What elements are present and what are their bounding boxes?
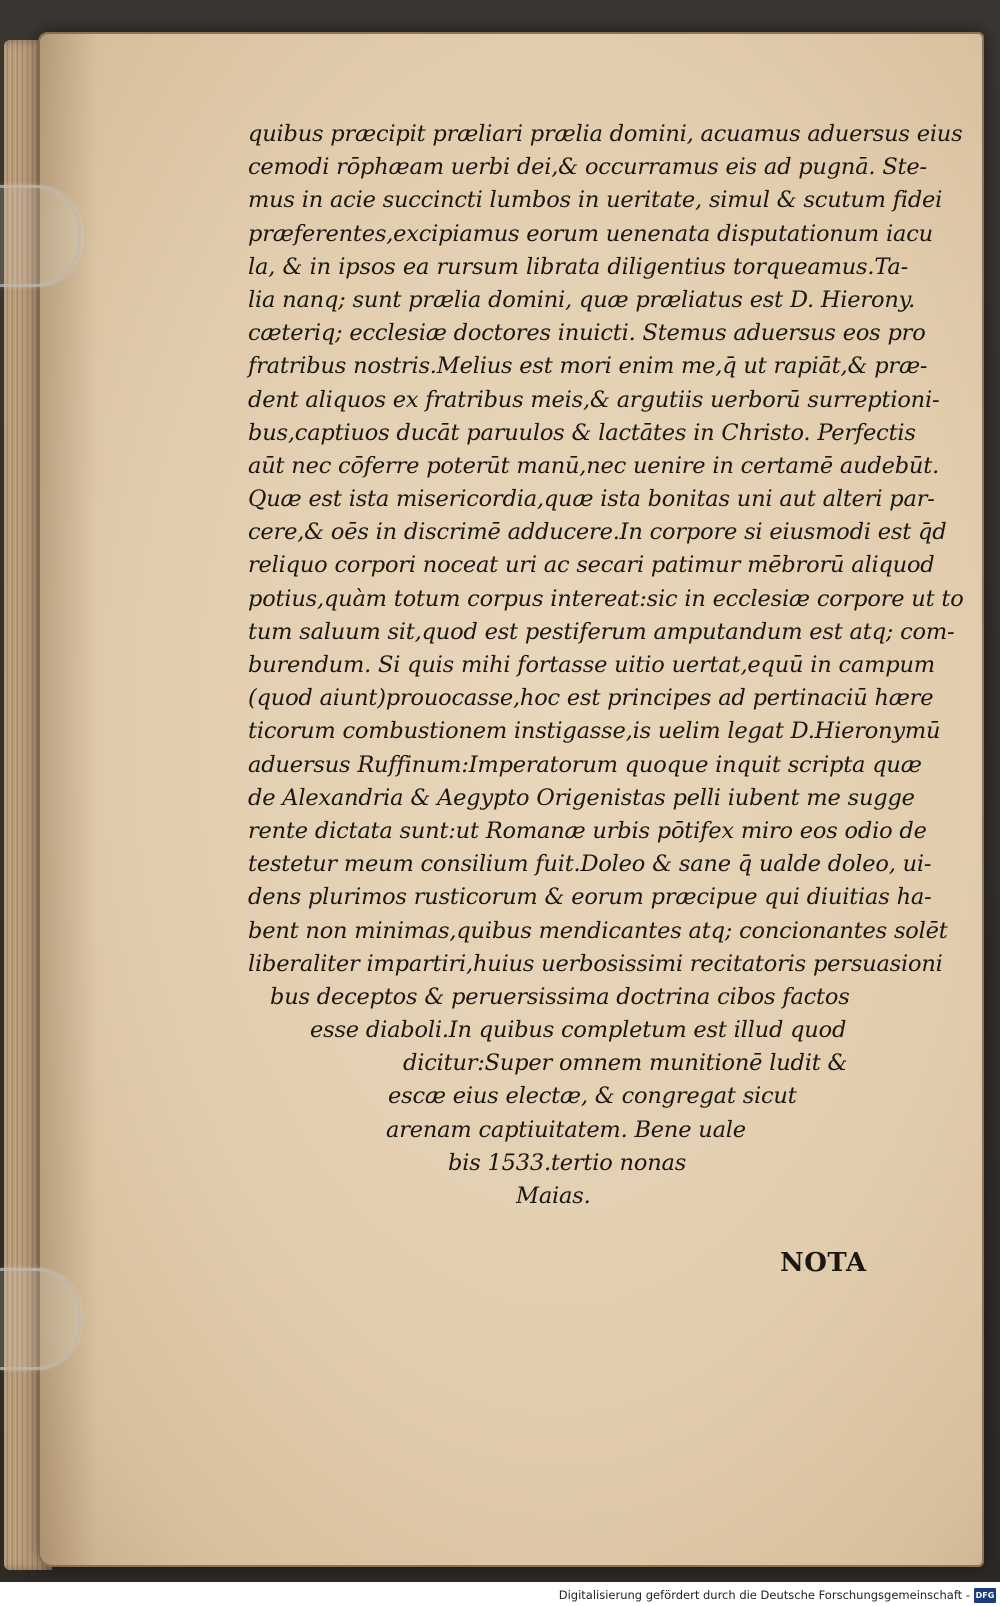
text-line: burendum. Si quis mihi fortasse uitio uertat,equū in campum: [248, 652, 935, 678]
text-line: de Alexandria & Aegypto Origenistas pelli iubent me sugge: [248, 784, 915, 811]
text-line: dens plurimos rusticorum & eorum præcipue qui diuitias ha-: [248, 884, 932, 911]
text-line: cere,& oēs in discrimē adducere.In corpore si eiusmodi est q̄d: [248, 519, 947, 546]
text-line: arenam captiuitatem. Bene uale: [386, 1116, 746, 1143]
text-line: præferentes,excipiamus eorum uenenata disputationum iacu: [248, 220, 933, 247]
text-line: ticorum combustionem instigasse,is uelim legat D.Hieronymū: [248, 718, 941, 745]
text-line: tum saluum sit,quod est pestiferum amputandum est atq; com-: [248, 618, 955, 645]
body-text: [248, 118, 964, 1213]
text-line: testetur meum consilium fuit.Doleo & sane q̄ ualde doleo, ui-: [248, 851, 932, 878]
text-line: reliquo corpori noceat uri ac secari patimur mēbrorū aliquod: [248, 552, 935, 579]
text-line: dent aliquos ex fratribus meis,& argutiis uerborū surreptioni-: [248, 386, 940, 413]
text-line: aūt nec cōferre poterūt manū,nec uenire in certamē audebūt.: [248, 452, 940, 479]
text-line: bis 1533.tertio nonas: [448, 1149, 687, 1176]
text-line: liberaliter impartiri,huius uerbosissimi recitatoris persuasioni: [248, 950, 943, 977]
text-line: fratribus nostris.Melius est mori enim me,q̄ ut rapiāt,& præ-: [248, 353, 928, 380]
page-clip-bottom: [0, 1268, 81, 1370]
funding-credit: Digitalisierung gefördert durch die Deutsche Forschungsgemeinschaft -: [558, 1588, 970, 1602]
text-line: rente dictata sunt:ut Romanæ urbis pōtifex miro eos odio de: [248, 817, 927, 844]
text-line: bus deceptos & peruersissima doctrina cibos factos: [270, 983, 850, 1010]
text-line: escæ eius electæ, & congregat sicut: [388, 1083, 797, 1110]
text-line: dicitur:Super omnem munitionē ludit &: [403, 1050, 848, 1077]
dfg-logo: DFG: [974, 1588, 996, 1603]
text-line: mus in acie succincti lumbos in ueritate, simul & scutum fidei: [248, 187, 943, 214]
text-line: potius,quàm totum corpus intereat:sic in ecclesiæ corpore ut to: [248, 585, 964, 612]
page-clip-top: [0, 185, 81, 287]
text-line: aduersus Ruffinum:Imperatorum quoque inquit scripta quæ: [248, 751, 922, 778]
text-line: (quod aiunt)prouocasse,hoc est principes ad pertinaciū hære: [248, 685, 934, 712]
text-line: Maias.: [516, 1183, 591, 1209]
text-line: cemodi rōphæam uerbi dei,& occurramus eis ad pugnā. Ste-: [248, 154, 927, 181]
text-line: bent non minimas,quibus mendicantes atq; concionantes solēt: [248, 917, 948, 944]
catchword: NOTA: [780, 1248, 867, 1278]
footer-bar: [0, 1582, 1000, 1606]
text-line: la, & in ipsos ea rursum librata diligentius torqueamus.Ta-: [248, 253, 908, 280]
text-line: esse diaboli.In quibus completum est illud quod: [310, 1017, 847, 1044]
text-line: bus,captiuos ducāt paruulos & lactātes in Christo. Perfectis: [248, 419, 916, 446]
text-line: Quæ est ista misericordia,quæ ista bonitas uni aut alteri par-: [248, 486, 935, 513]
text-line: cæteriq; ecclesiæ doctores inuicti. Stemus aduersus eos pro: [248, 320, 926, 347]
text-line: lia nanq; sunt prælia domini, quæ præliatus est D. Hierony.: [248, 286, 916, 313]
text-line: quibus præcipit præliari prælia domini, acuamus aduersus eius: [248, 121, 963, 147]
